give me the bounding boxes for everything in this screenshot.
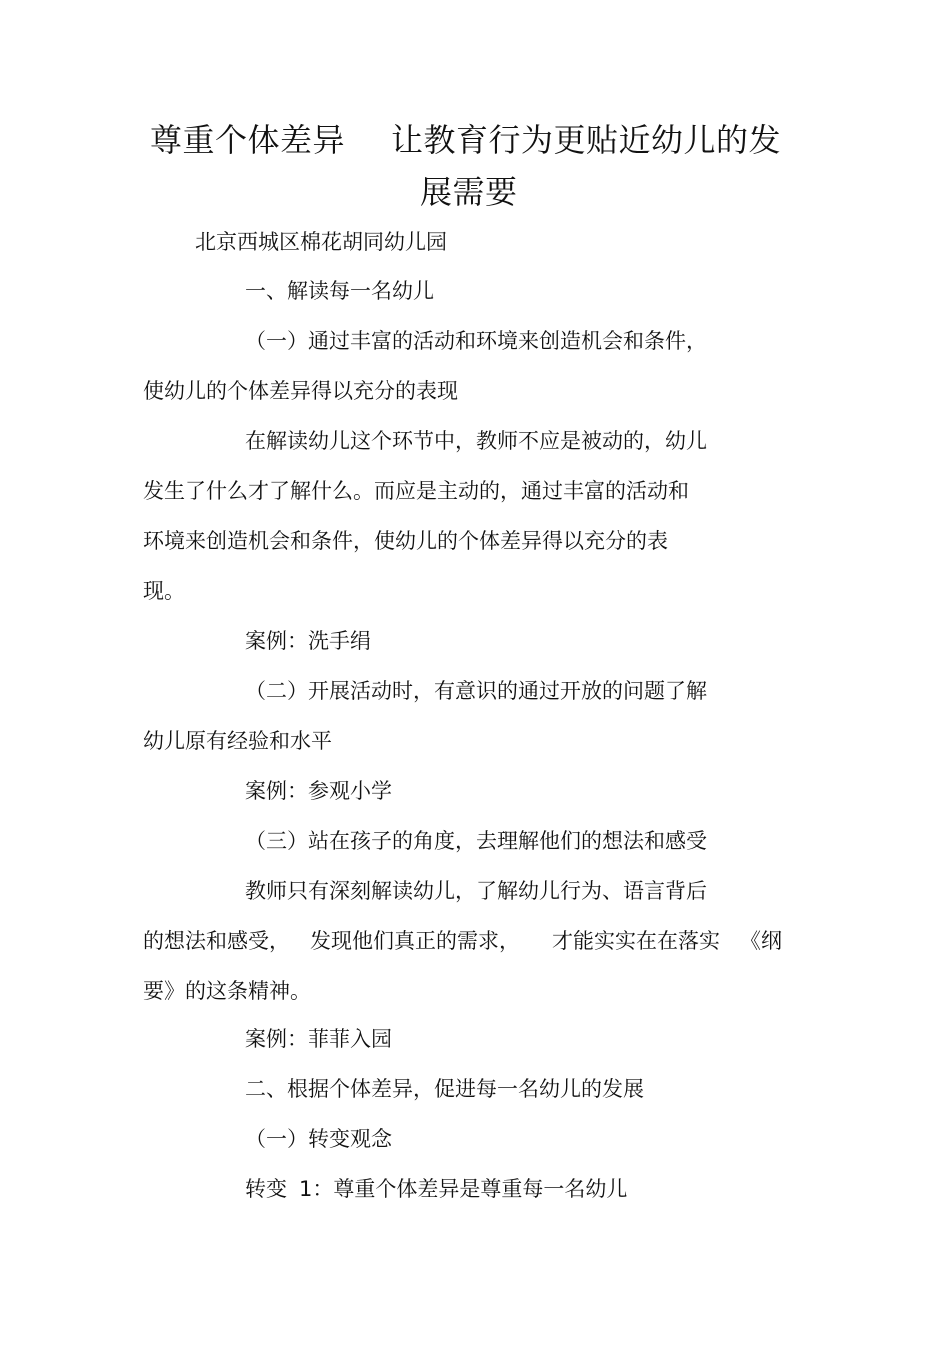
change1-text: 尊重个体差异是尊重每一名幼儿 — [333, 1177, 628, 1201]
item1-line1: （一）通过丰富的活动和环境来创造机会和条件， — [245, 329, 707, 353]
para2-line2 — [143, 927, 782, 955]
para1-line1: 在解读幼儿这个环节中，教师不应是被动的，幼儿 — [245, 429, 707, 453]
para1-line4: 现。 — [143, 579, 185, 603]
change1-number: 1： — [299, 1177, 334, 1201]
para2-line2-part-a: 的想法和感受， — [143, 929, 290, 953]
case2-line: 案例：参观小学 — [245, 779, 392, 803]
item2-line2: 幼儿原有经验和水平 — [143, 729, 332, 753]
author-line: 北京西城区棉花胡同幼儿园 — [195, 230, 447, 254]
section2-heading: 二、根据个体差异，促进每一名幼儿的发展 — [245, 1077, 644, 1101]
doc-title-line1 — [150, 120, 781, 160]
doc-title-line2: 展需要 — [420, 173, 518, 211]
para2-line3: 要》的这条精神。 — [143, 979, 311, 1003]
case1-line: 案例：洗手绢 — [245, 629, 371, 653]
item2-line1: （二）开展活动时，有意识的通过开放的问题了解 — [245, 679, 707, 703]
para2-line2-part-d: 《纲 — [740, 929, 782, 953]
para1-line2: 发生了什么才了解什么。而应是主动的，通过丰富的活动和 — [143, 479, 689, 503]
item1-line2: 使幼儿的个体差异得以充分的表现 — [143, 379, 458, 403]
title-part1: 尊重个体差异 — [150, 121, 346, 159]
para2-line2-part-c: 才能实实在在落实 — [552, 929, 720, 953]
para2-line2-part-b: 发现他们真正的需求， — [310, 929, 520, 953]
item3-line1: （三）站在孩子的角度，去理解他们的想法和感受 — [245, 829, 707, 853]
change1-label: 转变 — [245, 1177, 287, 1201]
change1-line — [245, 1175, 627, 1203]
section1-heading: 一、解读每一名幼儿 — [245, 279, 434, 303]
para1-line3: 环境来创造机会和条件，使幼儿的个体差异得以充分的表 — [143, 529, 668, 553]
para2-line1: 教师只有深刻解读幼儿，了解幼儿行为、语言背后 — [245, 879, 707, 903]
title-part2: 让教育行为更贴近幼儿的发 — [391, 121, 782, 159]
item4-line: （一）转变观念 — [245, 1127, 392, 1151]
case3-line: 案例：菲菲入园 — [245, 1027, 392, 1051]
